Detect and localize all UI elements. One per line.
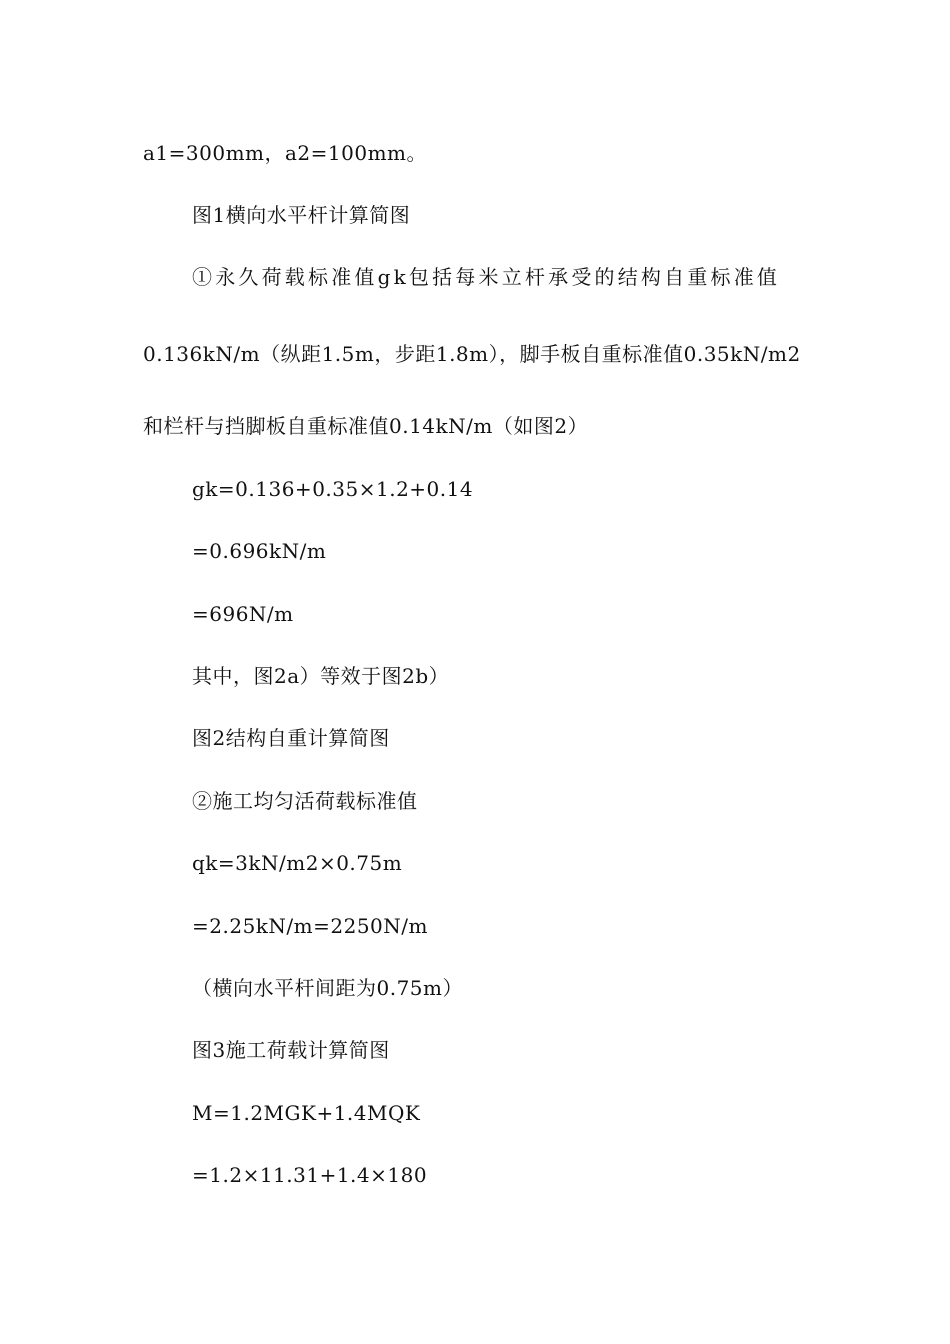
paragraph-live-load: ②施工均匀活荷载标准值 xyxy=(192,789,418,813)
formula-gk-result-1: =0.696kN/m xyxy=(192,539,327,563)
paragraph-permanent-load-cont-2: 和栏杆与挡脚板自重标准值0.14kN/m（如图2） xyxy=(143,414,589,438)
paragraph-dimensions: a1=300mm，a2=100mm。 xyxy=(143,141,428,165)
formula-gk: gk=0.136+0.35×1.2+0.14 xyxy=(192,477,474,501)
figure-caption-3: 图3施工荷载计算简图 xyxy=(192,1038,390,1062)
figure-caption-1: 图1横向水平杆计算简图 xyxy=(192,203,411,227)
formula-moment: M=1.2MGK+1.4MQK xyxy=(192,1101,421,1125)
formula-qk-result: =2.25kN/m=2250N/m xyxy=(192,914,428,938)
paragraph-permanent-load-cont-1: 0.136kN/m（纵距1.5m，步距1.8m），脚手板自重标准值0.35kN/m2 xyxy=(143,342,801,366)
paragraph-spacing-note: （横向水平杆间距为0.75m） xyxy=(192,976,463,1000)
figure-caption-2: 图2结构自重计算简图 xyxy=(192,726,390,750)
formula-gk-result-2: =696N/m xyxy=(192,602,294,626)
formula-qk: qk=3kN/m2×0.75m xyxy=(192,851,403,875)
paragraph-equivalence: 其中，图2a）等效于图2b） xyxy=(192,664,450,688)
paragraph-permanent-load: ①永久荷载标准值gk包括每米立杆承受的结构自重标准值 xyxy=(192,265,781,289)
formula-moment-substitution: =1.2×11.31+1.4×180 xyxy=(192,1163,428,1187)
